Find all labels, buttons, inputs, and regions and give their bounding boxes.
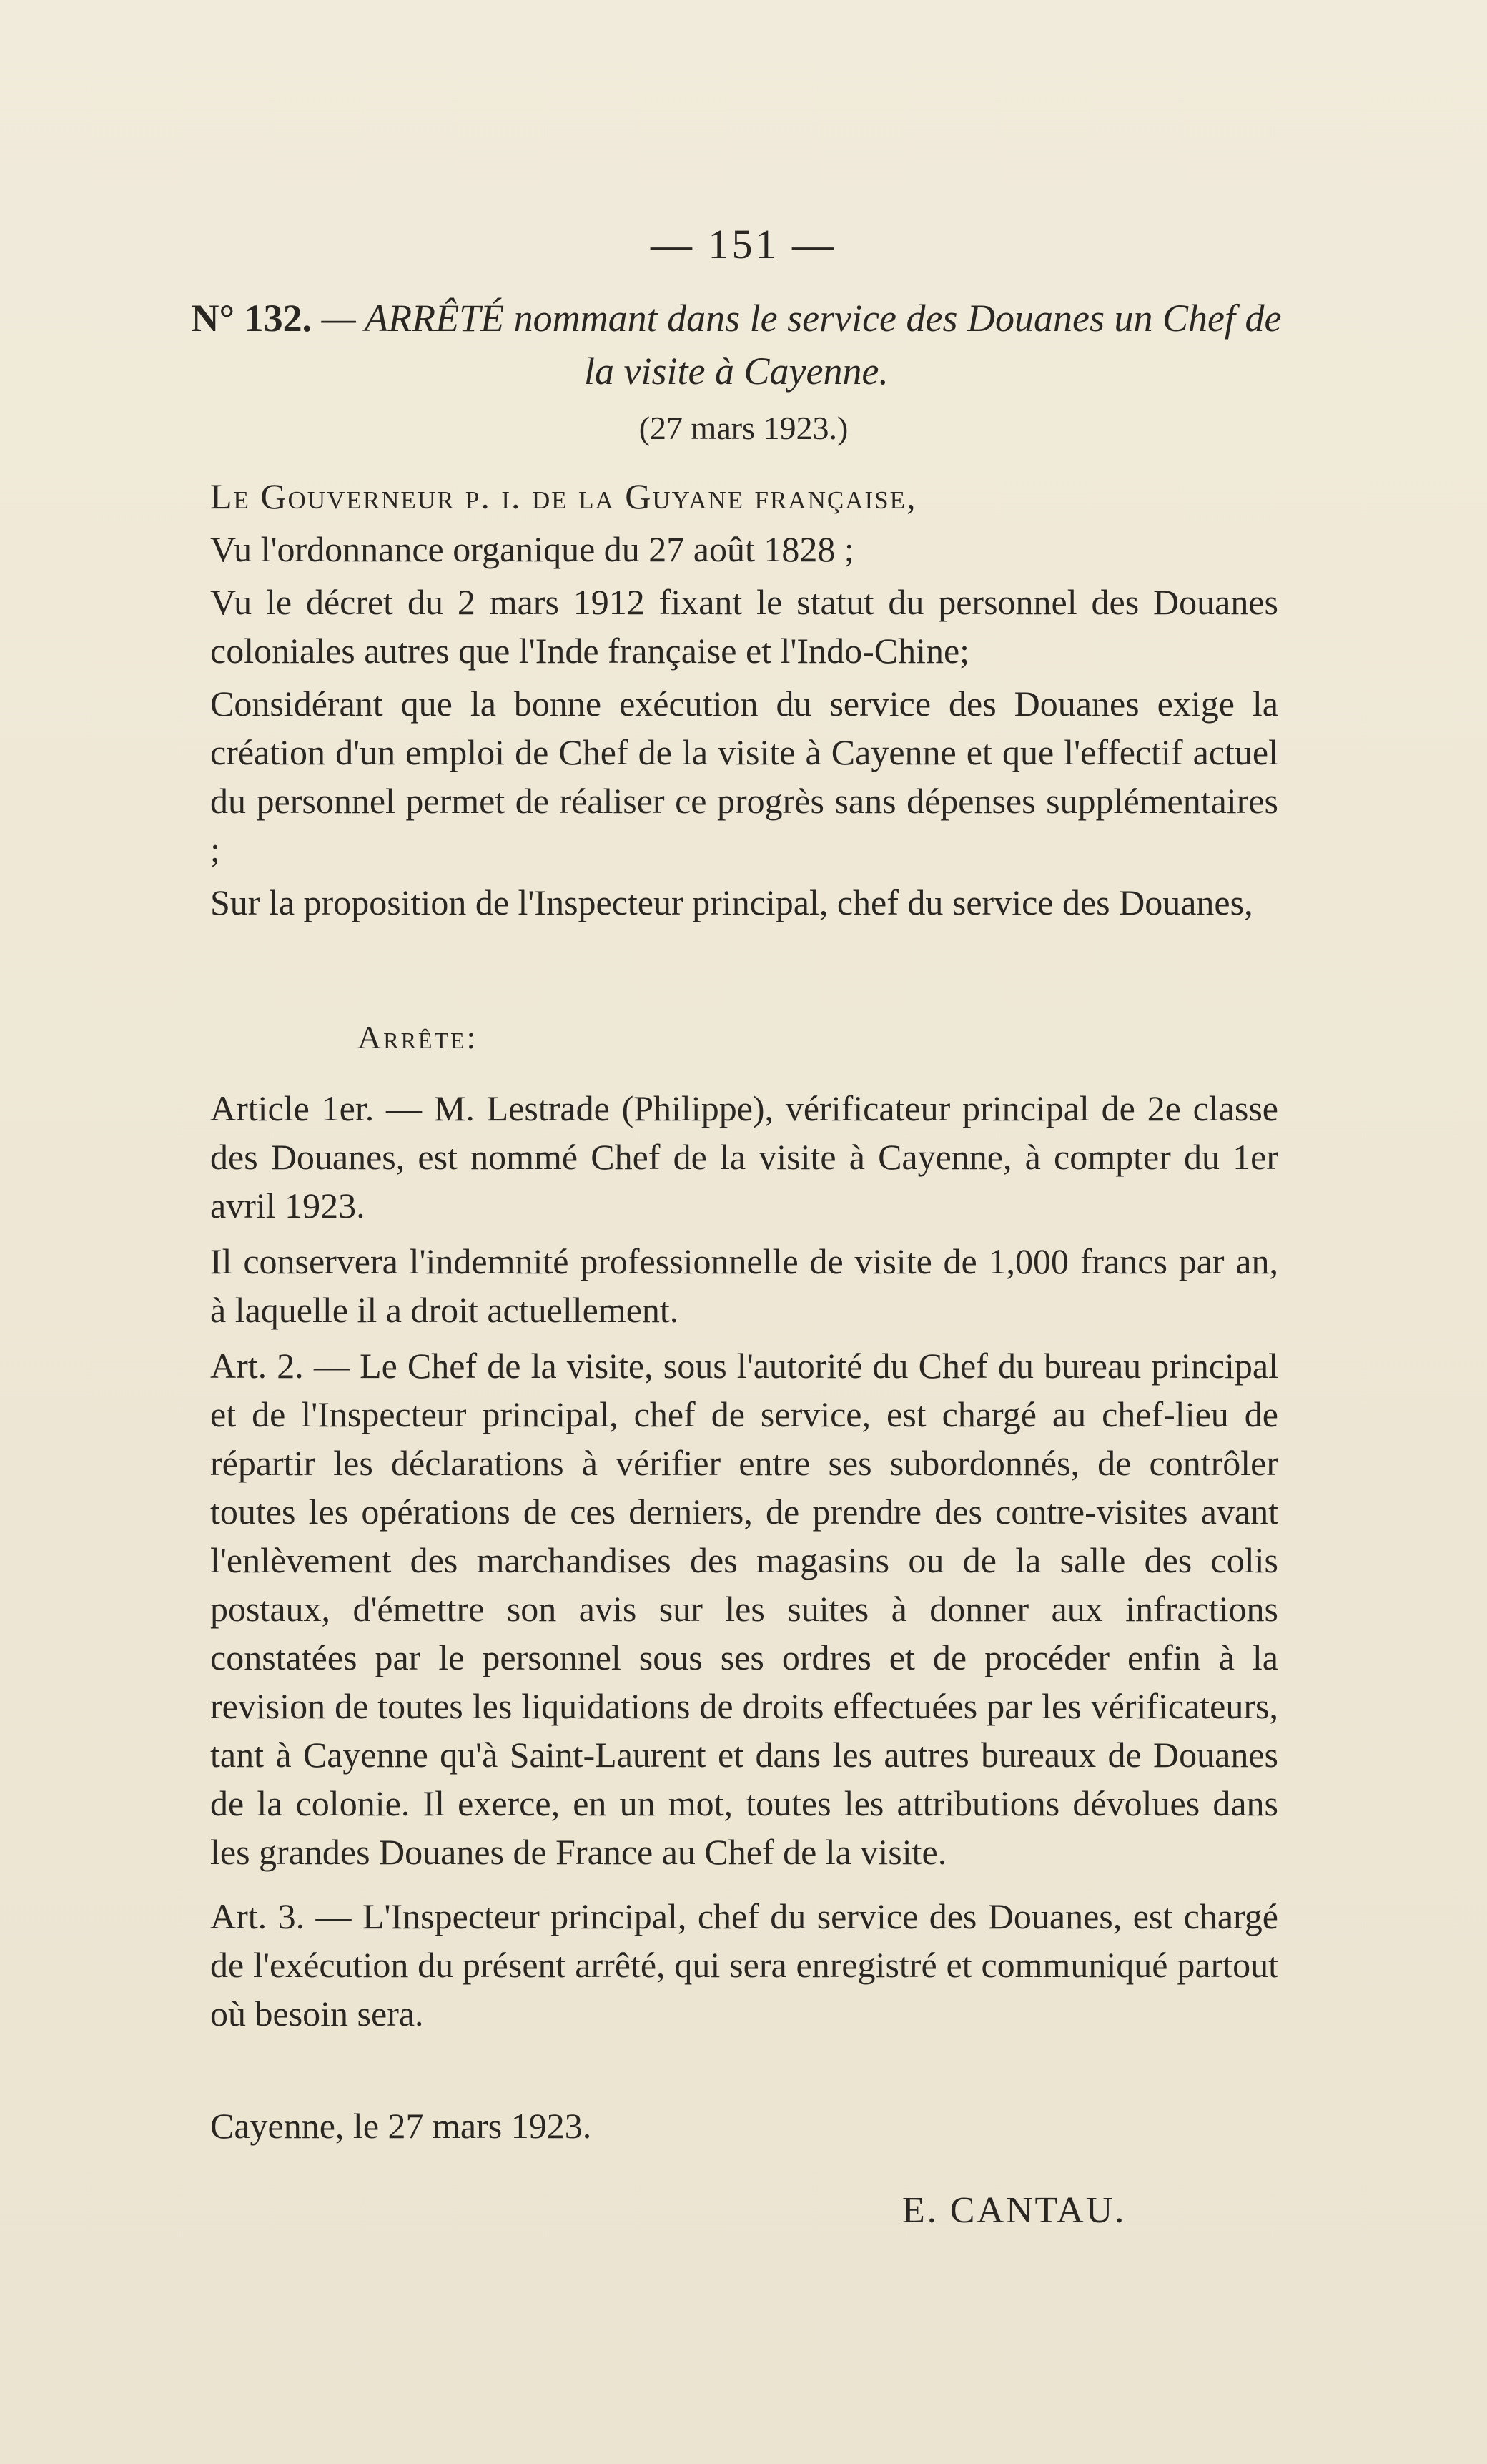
article-3 (210, 1892, 1278, 2038)
article-1-indemnity: Il conservera l'indemnité professionnelle de visite de 1,000 francs par an, à laquelle il a droit actuellement. (210, 1241, 1278, 1330)
signature: E. CANTAU. (902, 2190, 1127, 2231)
article-1-label: Article 1er. (210, 1088, 375, 1128)
article-1-text: — M. Lestrade (Philippe), vérificateur principal de 2e classe des Douanes, est nommé Chef de la visite à Cayenne, à compter du 1er avril 1923. (210, 1088, 1278, 1226)
article-2-text: — Le Chef de la visite, sous l'autorité du Chef du bureau principal et de l'Inspecteur principal, chef de service, est chargé au chef-lieu de répartir les déclarations à vérifier entre ses subordonnés, de contrôler toutes les opérations de ces derniers, de prendre des contre-visites avant l'enlèvement des marchandises des magasins ou de la salle des colis postaux, d'émettre son avis sur les suites à donner aux infractions constatées par le personnel sous ses ordres et de procéder enfin à la revision de toutes les liquidations de droits effectuées par les vérificateurs, tant à Cayenne qu'à Saint-Laurent et dans les autres bureaux de Douanes de la colonie. Il exerce, en un mot, toutes les attributions dévolues dans les grandes Douanes de France au Chef de la visite. (210, 1346, 1279, 1872)
article-3-text: — L'Inspecteur principal, chef du service des Douanes, est chargé de l'exécution du présent arrêté, qui sera enregistré et communiqué partout où besoin sera. (210, 1896, 1278, 2034)
consideration-4: Sur la proposition de l'Inspecteur principal, chef du service des Douanes, (210, 882, 1253, 922)
article-1 (210, 1084, 1278, 1230)
decree-number: N° 132. (191, 297, 312, 340)
decree-date: (27 mars 1923.) (638, 410, 849, 446)
consideration-3: Considérant que la bonne exécution du service des Douanes exige la création d'un emploi de Chef de la visite à Cayenne et que l'effectif actuel du personnel permet de réaliser ce progrès sans dépenses supplémentaires ; (210, 684, 1278, 869)
consideration-2: Vu le décret du 2 mars 1912 fixant le statut du personnel des Douanes coloniales autres que l'Inde française et l'Indo-Chine; (210, 582, 1278, 671)
governor-text: Le Gouverneur p. i. de la Guyane française, (210, 476, 917, 516)
article-2-label: Art. 2. (210, 1346, 304, 1386)
governor-line (210, 472, 1278, 521)
page-number: — 151 — (651, 221, 836, 267)
closing-line: Cayenne, le 27 mars 1923. (210, 2106, 592, 2146)
preamble (210, 472, 1278, 927)
article-2 (210, 1341, 1278, 1876)
articles (210, 1084, 1278, 2038)
consideration-1: Vu l'ordonnance organique du 27 août 1828 ; (210, 529, 854, 569)
decree-title: — ARRÊTÉ nommant dans le service des Douanes un Chef de la visite à Cayenne. (321, 297, 1282, 393)
decree-heading (179, 292, 1294, 398)
arrete-label: Arrête: (357, 1019, 478, 1055)
article-3-label: Art. 3. (210, 1896, 305, 1936)
